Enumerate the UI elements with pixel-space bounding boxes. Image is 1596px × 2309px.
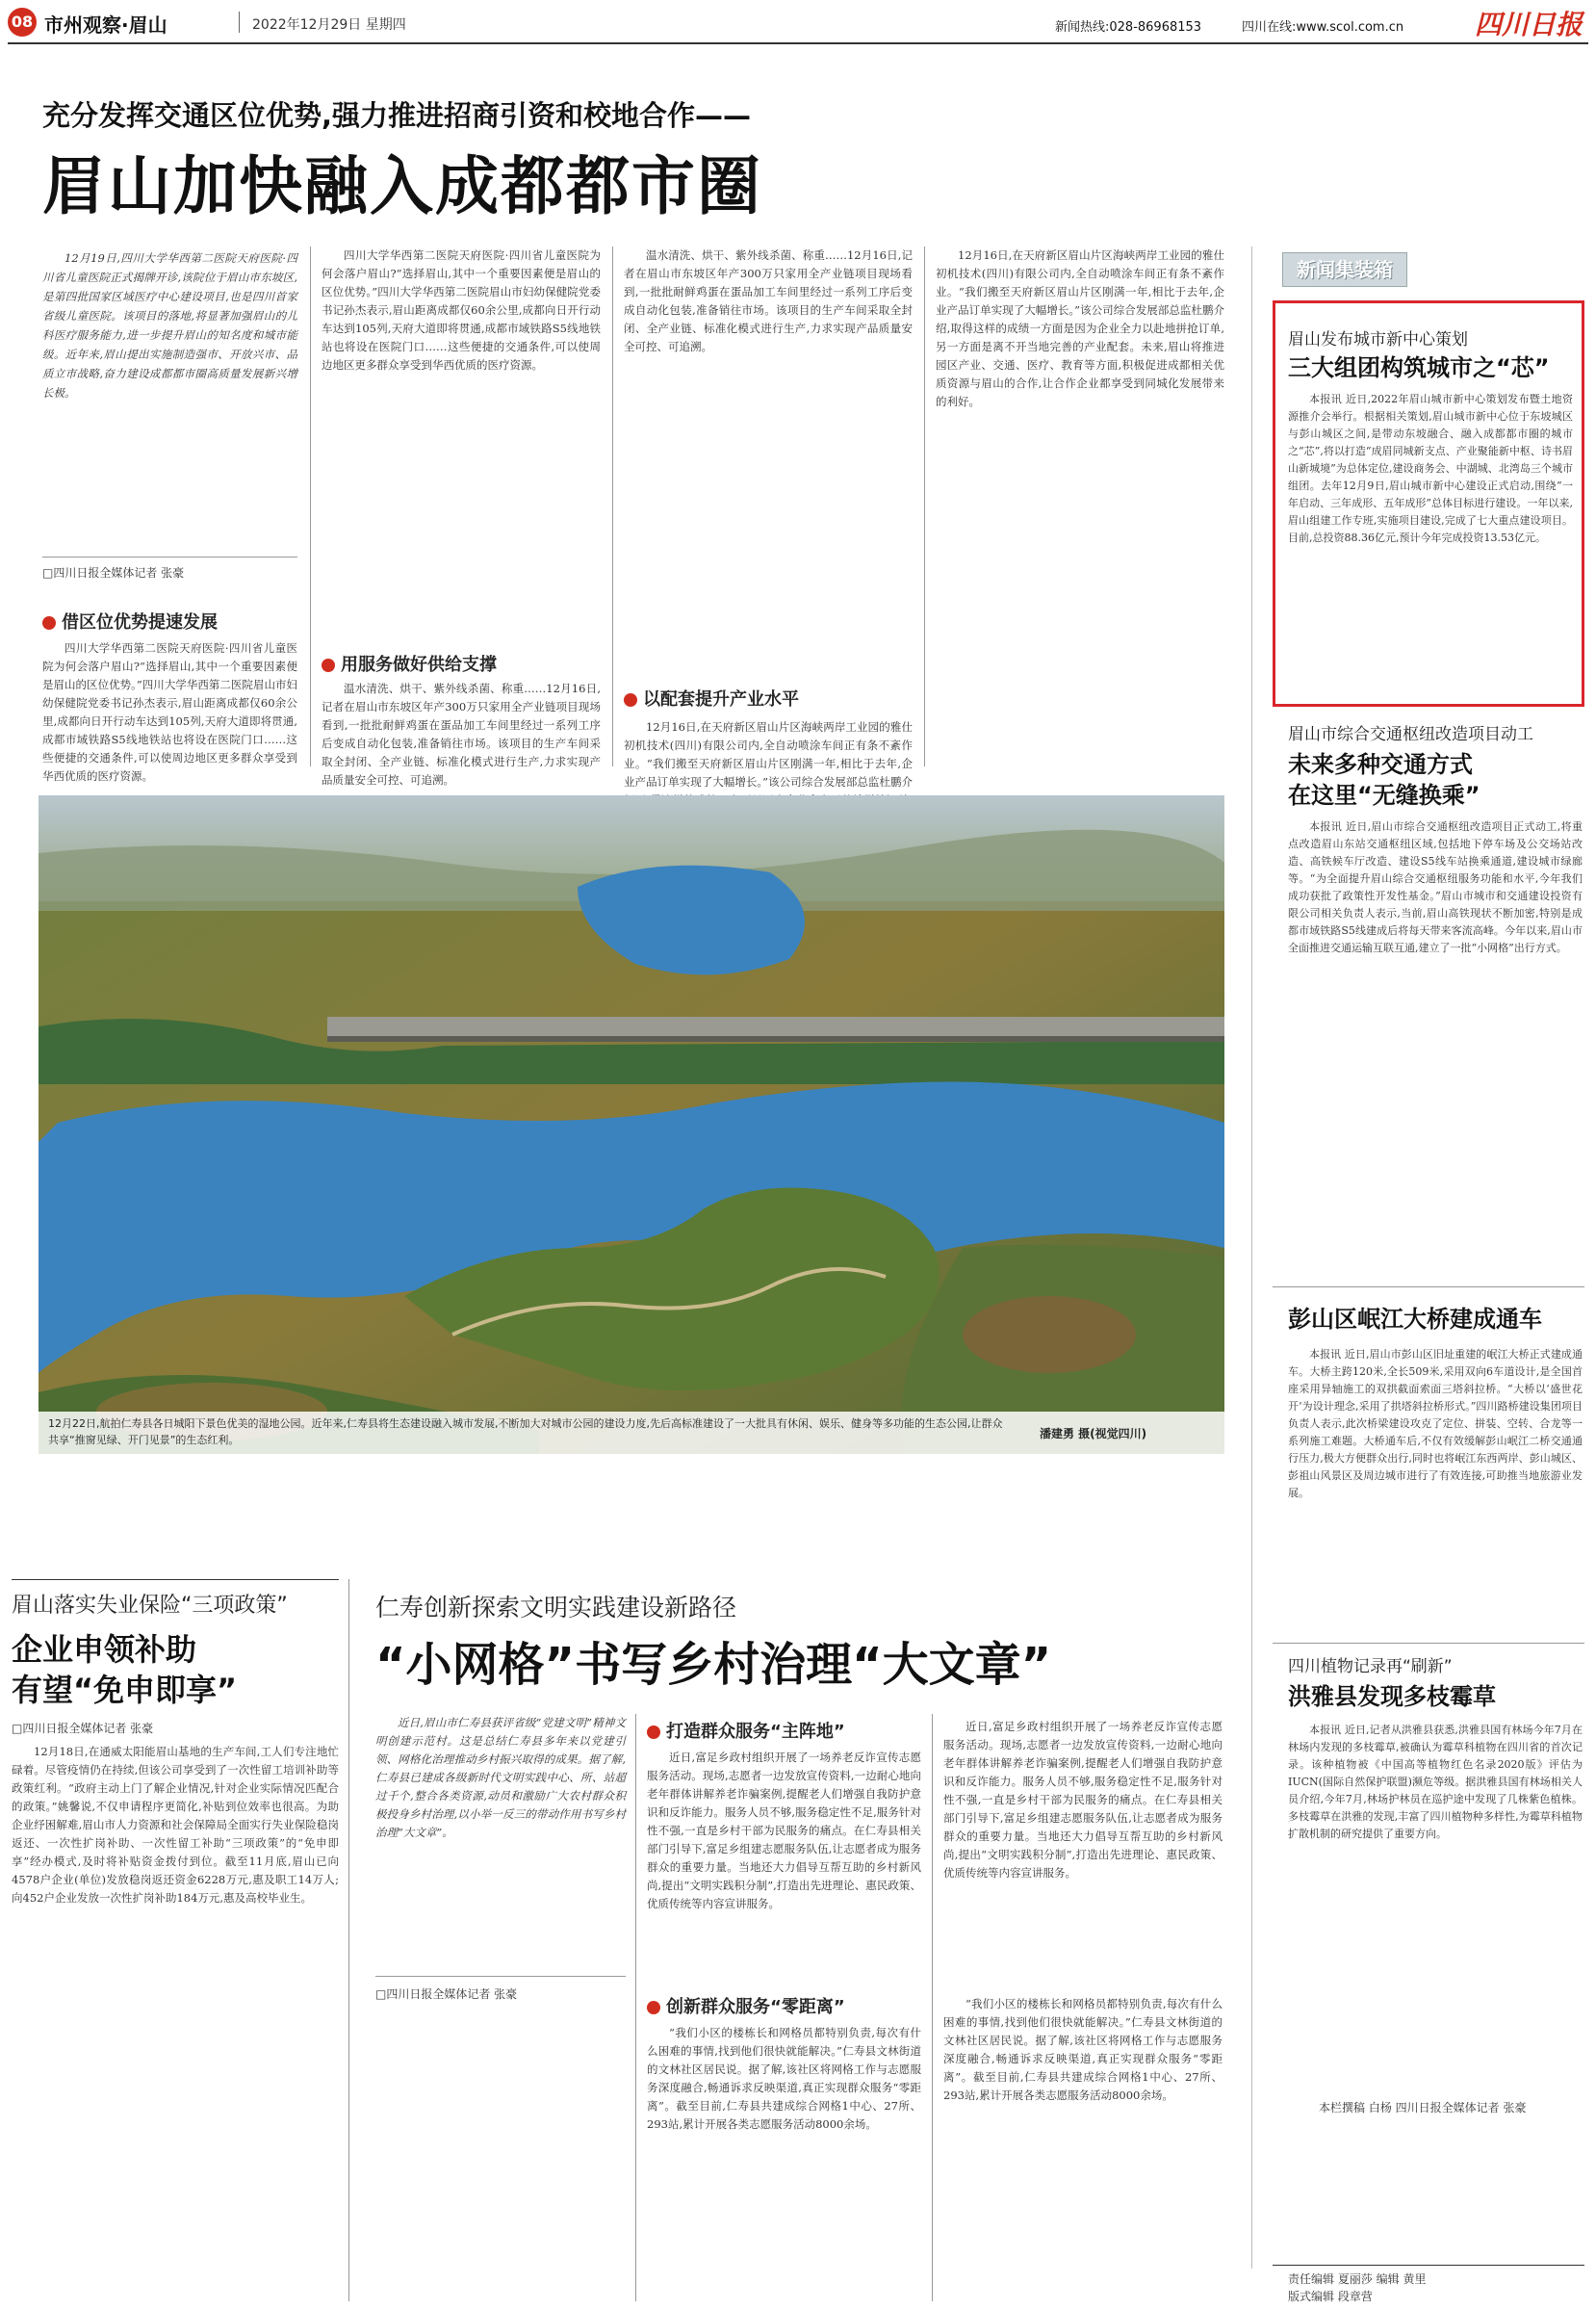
sidebar-story-3-text: 本报讯 近日,眉山市彭山区旧址重建的岷江大桥正式建成通车。大桥主跨120米,全长509米,采用双向6车道设计,是全国首座采用异轴施工的双拱截面索面三塔斜拉桥。“大桥以‘盛世花开’为设计理念,采用了拱塔斜拉桥形式。”四川路桥建设集团项目负责人表示,此次桥梁建设攻克了定位、拼装、空转、合龙等一系列施工难题。大桥通车后,不仅有效缓解彭山岷江二桥交通通行压力,极大方便群众出行,同时也将岷江东西两岸、彭山城区、彭祖山风景区及周边城市进行了有效连接,可助推当地旅游业发展。 [1288,1348,1583,1499]
sidebar-story-2-text: 本报讯 近日,眉山市综合交通枢纽改造项目正式动工,将重点改造眉山东站交通枢纽区域,包括地下停车场及公交场站改造、高铁候车厅改造、建设S5线车站换乘通道,建设城市绿廊等。“为全面提升眉山综合交通枢纽服务功能和水平,今年我们成功获批了政策性开发性基金。”眉山市城市和交通建设投资有限公司相关负责人表示,当前,眉山高铁现状不断加密,特别是成都市域铁路S5线建成后将每天带来客流高峰。今年以来,眉山市全面推进交通运输互联互通,建立了一批“小网格”出行方式。 [1288,820,1583,954]
news-hotline: 新闻热线:028-86968153 [1055,20,1202,35]
lead-section-2-text: 温水清洗、烘干、紫外线杀菌、称重……12月16日,记者在眉山市东坡区年产300万只家用全产业链项目现场看到,一批批耐鲜鸡蛋在蛋品加工车间里经过一系列工序后变成自动化包装,准备销往市场。该项目的生产车间采取全封闭、全产业链、标准化模式进行生产,力求实现产品质量安全可控、可追溯。 [322,682,601,787]
lead-subhead-1: 借区位优势提速发展 [42,609,218,634]
bottom-mid-section-1-text: 近日,富足乡政村组织开展了一场养老反诈宣传志愿服务活动。现场,志愿者一边发放宣传资料,一边耐心地向老年群体讲解养老诈骗案例,提醒老人们增强自我防护意识和反诈能力。服务人员不够,服务稳定性不足,服务针对性不强,一直是乡村干部为民服务的痛点。在仁寿县相关部门引导下,富足乡组建志愿服务队伍,让志愿者成为服务群众的重要力量。当地还大力倡导互帮互助的乡村新风尚,提出“文明实践积分制”,打造出先进理论、惠民政策、优质传统等内容宣讲服务。 [647,1751,921,1910]
sidebar-story-1-kicker: 眉山发布城市新中心策划 [1288,330,1468,350]
sidebar-story-4-text: 本报讯 近日,记者从洪雅县获悉,洪雅县国有林场今年7月在林场内发现的多枝霉草,被确认为霉草科植物在四川省的首次记录。该种植物被《中国高等植物红色名录2020版》评估为IUCN(国际自然保护联盟)濒危等级。据洪雅县国有林场相关人员介绍,今年7月,林场护林员在巡护途中发现了几株紫色植株。多枝霉草在洪雅的发现,丰富了四川植物种多样性,为霉草科植物扩散机制的研究提供了重要方向。 [1288,1724,1583,1840]
online-address: 四川在线:www.scol.com.cn [1242,20,1404,35]
lead-section-3-continued: 12月16日,在天府新区眉山片区海峡两岸工业园的雅仕初机技术(四川)有限公司内,全自动喷涂车间正有条不紊作业。“我们搬至天府新区眉山片区刚满一年,相比于去年,企业产品订单实现了大幅增长。”该公司综合发展部总监杜鹏介绍,取得这样的成绩一方面是因为企业全力以赴地拼抢订单,另一方面是离不开当地完善的产业配套。未来,眉山将推进园区产业、交通、医疗、教育等方面,积极促进成都相关优质资源与眉山的合作,让合作企业都享受到同城化发展带来的利好。 [936,248,1224,408]
aerial-wetland-photo [39,795,1224,1454]
lead-subhead-3: 以配套提升产业水平 [624,686,799,711]
sidebar-story-1-title: 三大组团构筑城市之“芯” [1288,354,1550,381]
bottom-mid-subhead-1: 打造群众服务“主阵地” [647,1718,845,1743]
section-label: 市州观察·眉山 [44,13,167,37]
lead-byline: □四川日报全媒体记者 张豪 [42,566,185,580]
lead-headline: 眉山加快融入成都都市圈 [42,149,762,223]
bottom-mid-headline: “小网格”书写乡村治理“大文章” [375,1638,1052,1692]
bottom-mid-kicker: 仁寿创新探索文明实践建设新路径 [375,1594,737,1621]
masthead-logo: 四川日报 [1475,9,1583,40]
sidebar-story-1-text: 本报讯 近日,2022年眉山城市新中心策划发布暨土地资源推介会举行。根据相关策划,眉山城市新中心位于东坡城区与彭山城区之间,是带动东坡融合、融入成都都市圈的城市之“芯”,将以打造“成眉同城新支点、产业聚能新中枢、诗书眉山新城境”为总体定位,建设商务会、中湖城、北湾岛三个城市组团。去年12月9日,眉山城市新中心建设正式启动,围绕“一年启动、三年成形、五年成形”总体目标进行建设。一年以来,眉山组建工作专班,实施项目建设,完成了七大重点建设项目。目前,总投资88.36亿元,预计今年完成投资13.53亿元。 [1288,393,1573,544]
lead-section-3-text: 12月16日,在天府新区眉山片区海峡两岸工业园的雅仕初机技术(四川)有限公司内,全自动喷涂车间正有条不紊作业。“我们搬至天府新区眉山片区刚满一年,相比于去年,企业产品订单实现了大幅增长。”该公司综合发展部总监杜鹏介 [624,720,913,789]
bottom-left-text: 12月18日,在通威太阳能眉山基地的生产车间,工人们专注地忙碌着。尽管疫情仍在持续,但该公司享受到了一次性留工培训补助等政策红利。“政府主动上门了解企业情况,针对企业实际情况匹配合的政策。”姚馨说,不仅申请程序更简化,补贴到位效率也很高。为助企业纾困解难,眉山市人力资源和社会保障局全面实行失业保险稳岗返还、一次性扩岗补助、一次性留工补助“三项政策”的“免申即享”经办模式,及时将补贴资金拨付到位。截至11月底,眉山已向4578户企业(单位)发放稳岗返还资金6228万元,惠及职工14万人;向452户企业发放一次性扩岗补助184万元,惠及高校毕业生。 [12,1745,339,1905]
photo-credit: 潘建勇 摄(视觉四川) [1040,1427,1147,1440]
sidebar-story-4-title: 洪雅县发现多枝霉草 [1288,1683,1496,1710]
bottom-left-headline-2: 有望“免申即享” [12,1672,238,1708]
issue-date: 2022年12月29日 星期四 [252,17,406,33]
lead-section-1-continued: 四川大学华西第二医院天府医院·四川省儿童医院为何会落户眉山?“选择眉山,其中一个重要因素便是眉山的区位优势。”四川大学华西第二医院眉山市妇幼保健院党委书记孙杰表示,眉山距离成都仅60余公里,成都向日开行动车达到105列,天府大道即将贯通,成都市域铁路S5线地铁站也将设在医院门口……这些便捷的交通条件,可以使周边地区更多群众享受到华西优质的医疗资源。 [322,248,601,372]
photo-caption: 12月22日,航拍仁寿县各日城阳下景色优美的湿地公园。近年来,仁寿县将生态建设融入城市发展,不断加大对城市公园的建设力度,先后高标准建设了一大批具有休闲、娱乐、健身等多功能的生态公园,让群众共享“推窗见绿、开门见景”的生态红利。 [48,1417,1003,1446]
sidebar-story-2-kicker: 眉山市综合交通枢纽改造项目动工 [1288,725,1533,744]
bottom-mid-section-2-text: “我们小区的楼栋长和网格员都特别负责,每次有什么困难的事情,找到他们很快就能解决。”仁寿县文林街道的文林社区居民说。据了解,该社区将网格工作与志愿服务深度融合,畅通诉求反映渠道,真正实现群众服务“零距离”。截至目前,仁寿县共建成综合网格1中心、27所、293站,累计开展各类志愿服务活动8000余场。 [647,2026,921,2131]
lead-subhead-2: 用服务做好供给支撑 [322,651,497,676]
bottom-mid-section-2-continued: “我们小区的楼栋长和网格员都特别负责,每次有什么困难的事情,找到他们很快就能解决。”仁寿县文林街道的文林社区居民说。据了解,该社区将网格工作与志愿服务深度融合,畅通诉求反映渠道,真正实现群众服务“零距离”。截至目前,仁寿县共建成综合网格1中心、27所、293站,累计开展各类志愿服务活动8000余场。 [943,1997,1223,2102]
bottom-mid-byline: □四川日报全媒体记者 张豪 [375,1987,518,2001]
lead-section-1-text: 四川大学华西第二医院天府医院·四川省儿童医院为何会落户眉山?“选择眉山,其中一个重要因素便是眉山的区位优势。”四川大学华西第二医院眉山市妇幼保健院党委书记孙杰表示,眉山距离成都仅60余公里,成都向日开行动车达到105列,天府大道即将贯通,成都市域铁路S5线地铁站也将设在医院门口……这些便捷的交通条件,可以使周边地区更多群众享受到华西优质的医疗资源。 [42,641,297,783]
lead-intro: 12月19日,四川大学华西第二医院天府医院·四川省儿童医院正式揭牌开诊,该院位于眉山市东坡区,是第四批国家区域医疗中心建设项目,也是四川首家省级儿童医院。该项目的落地,将显著加强眉山的儿科医疗服务能力,进一步提升眉山的知名度和城市能级。近年来,眉山提出实施制造强市、开放兴市、品质立市战略,奋力建设成都都市圈高质量发展新兴增长极。 [42,251,297,400]
footer-layout-editor: 版式编辑 段章营 [1288,2290,1373,2303]
footer-editor: 责任编辑 夏丽莎 编辑 黄里 [1288,2272,1427,2286]
lead-section-2-continued: 温水清洗、烘干、紫外线杀菌、称重……12月16日,记者在眉山市东坡区年产300万只家用全产业链项目现场看到,一批批耐鲜鸡蛋在蛋品加工车间里经过一系列工序后变成自动化包装,准备销往市场。该项目的生产车间采取全封闭、全产业链、标准化模式进行生产,力求实现产品质量安全可控、可追溯。 [624,248,913,353]
sidebar-story-4-kicker: 四川植物记录再“刷新” [1288,1657,1453,1676]
sidebar-story-3-title: 彭山区岷江大桥建成通车 [1288,1306,1542,1333]
sidebar-badge: 新闻集装箱 [1282,252,1407,287]
bottom-mid-section-1-continued: 近日,富足乡政村组织开展了一场养老反诈宣传志愿服务活动。现场,志愿者一边发放宣传资料,一边耐心地向老年群体讲解养老诈骗案例,提醒老人们增强自我防护意识和反诈能力。服务人员不够,服务稳定性不足,服务针对性不强,一直是乡村干部为民服务的痛点。在仁寿县相关部门引导下,富足乡组建志愿服务队伍,让志愿者成为服务群众的重要力量。当地还大力倡导互帮互助的乡村新风尚,提出“文明实践积分制”,打造出先进理论、惠民政策、优质传统等内容宣讲服务。 [943,1720,1223,1880]
sidebar-story-4-byline: 本栏撰稿 白杨 四川日报全媒体记者 张豪 [1319,2101,1527,2114]
bottom-left-kicker: 眉山落实失业保险“三项政策” [12,1594,288,1618]
bottom-mid-intro: 近日,眉山市仁寿县获评省级“党建文明”精神文明创建示范村。这是总结仁寿县多年来以党建引领、网格化治理推动乡村振兴取得的成果。据了解,仁寿县已建成各级新时代文明实践中心、所、站超过千个,整合各类资源,动员和激励广大农村群众积极投身乡村治理,以小举一反三的带动作用书写乡村治理“大文章”。 [375,1716,626,1839]
bottom-mid-subhead-2: 创新群众服务“零距离” [647,1993,845,2018]
bottom-left-byline: □四川日报全媒体记者 张豪 [12,1722,154,1735]
sidebar-story-2-title-2: 在这里“无缝换乘” [1288,782,1480,809]
sidebar-story-2-title-1: 未来多种交通方式 [1288,751,1473,778]
lead-kicker: 充分发挥交通区位优势,强力推进招商引资和校地合作—— [42,99,752,132]
bottom-left-headline-1: 企业申领补助 [12,1631,197,1668]
page-number-badge: 08 [8,8,37,37]
